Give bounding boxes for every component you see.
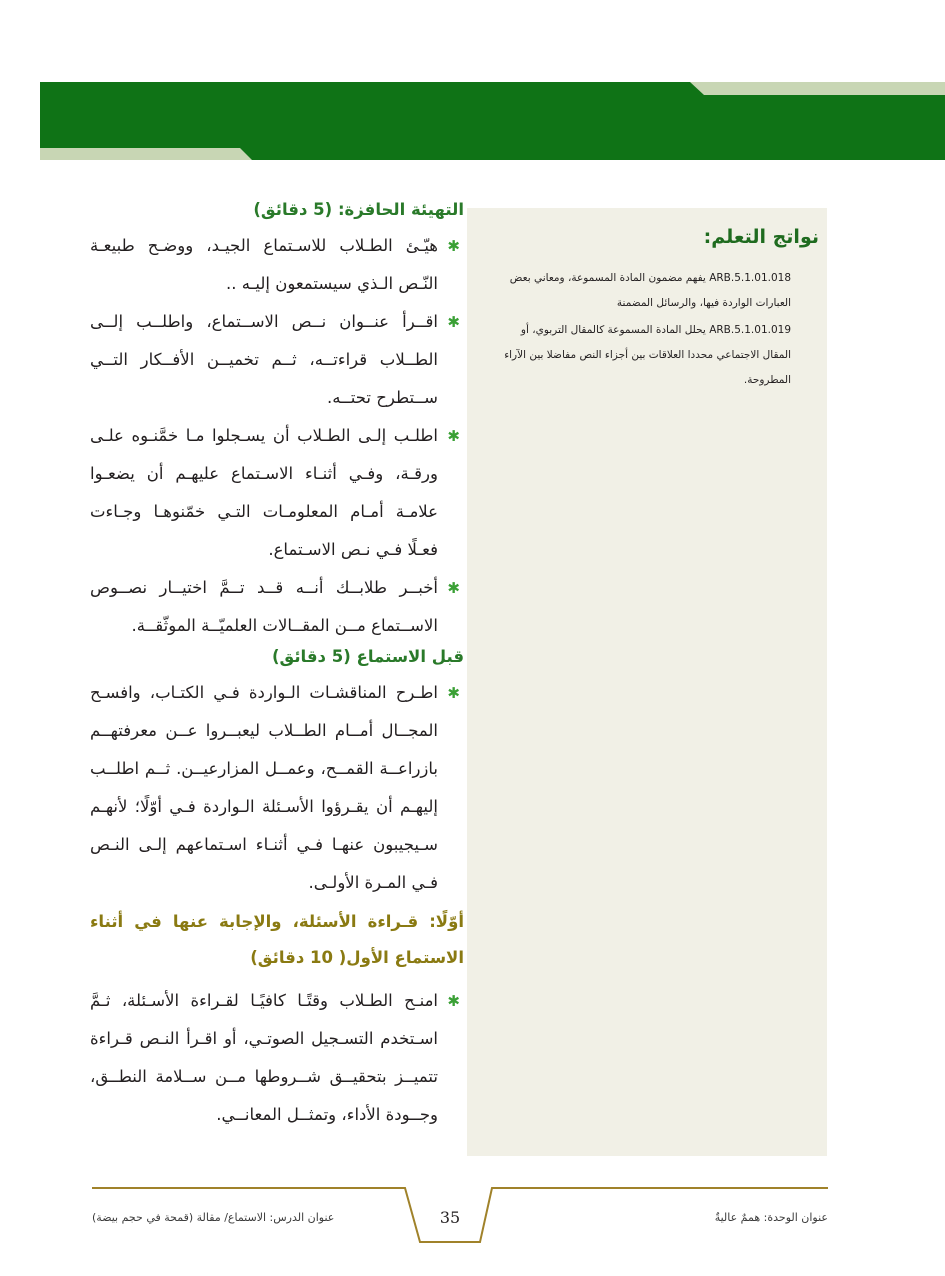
bullet-star-icon: ✱ <box>447 427 460 445</box>
list-item <box>90 303 464 417</box>
page-number: 35 <box>439 1208 461 1227</box>
list-item-text: هيّـئ الطـلاب للاسـتماع الجيـد، ووضـح طبيعـة النّـص الـذي سيستمعون إليـه .. <box>90 236 438 293</box>
list-item-text: اطـرح المناقشـات الـواردة فـي الكتـاب، وافسـح المجــال أمــام الطــلاب ليعبــروا عــن معرفتهــم بازراعــة القمــح، وعمــل المزارعيــن. ثــم اطلــب إليهـم أن يقـرؤوا الأسـئلة الـواردة فـي أوّلًا؛ لأنهـم سـيجيبون عنهـا فـي أثنـاء اسـتماعهم إلـى النـص فـي المـرة الأولـى. <box>90 683 438 892</box>
section-heading-first-listening: أوّلًا: قـراءة الأسئلة، والإجابة عنها في أثناء الاستماع الأول( 10 دقائق) <box>90 912 464 967</box>
bullet-star-icon: ✱ <box>447 684 460 702</box>
page-footer <box>0 1180 945 1276</box>
outcome-code: ARB.5.1.01.019 <box>709 324 791 336</box>
footer-frame <box>0 1180 945 1276</box>
outcome-text: يفهم مضمون المادة المسموعة، ومعاني بعض العبارات الواردة فيها، والرسائل المضمنة <box>509 272 791 309</box>
list-item <box>90 982 464 1134</box>
list-item <box>90 569 464 645</box>
list-item <box>90 417 464 569</box>
bullet-star-icon: ✱ <box>447 313 460 331</box>
header-banner-shape <box>0 0 945 175</box>
bullet-star-icon: ✱ <box>447 992 460 1010</box>
learning-outcome-item <box>501 318 791 393</box>
list-item-text: أخبــر طلابــك أنــه قــد تــمَّ اختيــار نصــوص الاســتماع مــن المقــالات العلميّــة الموثّقــة. <box>90 578 438 635</box>
list-item <box>90 227 464 303</box>
first-listening-list <box>90 982 464 1134</box>
lesson-plan-column <box>90 196 464 1134</box>
list-item-text: اقــرأ عنــوان نــص الاســتماع، واطلــب إلــى الطــلاب قراءتــه، ثــم تخميــن الأفــكار التــي ســتطرح تحتــه. <box>90 312 438 407</box>
list-item <box>90 674 464 902</box>
section-heading-warmup: التهيئة الحافزة: (5 دقائق) <box>253 200 464 219</box>
bullet-star-icon: ✱ <box>447 579 460 597</box>
pre-listening-list <box>90 674 464 902</box>
header-banner <box>0 0 945 175</box>
outcome-code: ARB.5.1.01.018 <box>709 272 791 284</box>
learning-outcomes-title: نواتج التعلم: <box>703 226 819 248</box>
learning-outcome-item <box>501 266 791 316</box>
list-item-text: امنـح الطـلاب وقتًـا كافيًـا لقـراءة الأسـئلة، ثـمَّ اسـتخدم التسـجيل الصوتـي، أو اقـرأ النـص قـراءة تتميــز بتحقيــق شــروطها مــن ســلامة النطــق، وجــودة الأداء، وتمثــل المعانــي. <box>90 991 438 1124</box>
warmup-list <box>90 227 464 645</box>
list-item-text: اطلـب إلـى الطـلاب أن يسـجلوا مـا خمَّنـوه علـى ورقـة، وفـي أثنـاء الاسـتماع عليهـم أن يضعـوا علامـة أمـام المعلومـات التـي خمّنوهـا وجـاءت فعـلًا فـي نـص الاسـتماع. <box>90 426 438 559</box>
outcome-text: يحلل المادة المسموعة كالمقال التربوي، أو المقال الاجتماعي محددا العلاقات بين أجزاء النص مفاضلا بين الآراء المطروحة. <box>504 324 791 386</box>
bullet-star-icon: ✱ <box>447 237 460 255</box>
learning-outcomes-panel <box>467 208 827 1156</box>
unit-title: عنوان الوحدة: هممٌ عاليةٌ <box>714 1211 828 1224</box>
section-heading-pre-listening: قبل الاستماع (5 دقائق) <box>271 647 464 666</box>
lesson-title: عنوان الدرس: الاستماع/ مقالة (قمحة في حجم بيضة) <box>92 1211 335 1224</box>
